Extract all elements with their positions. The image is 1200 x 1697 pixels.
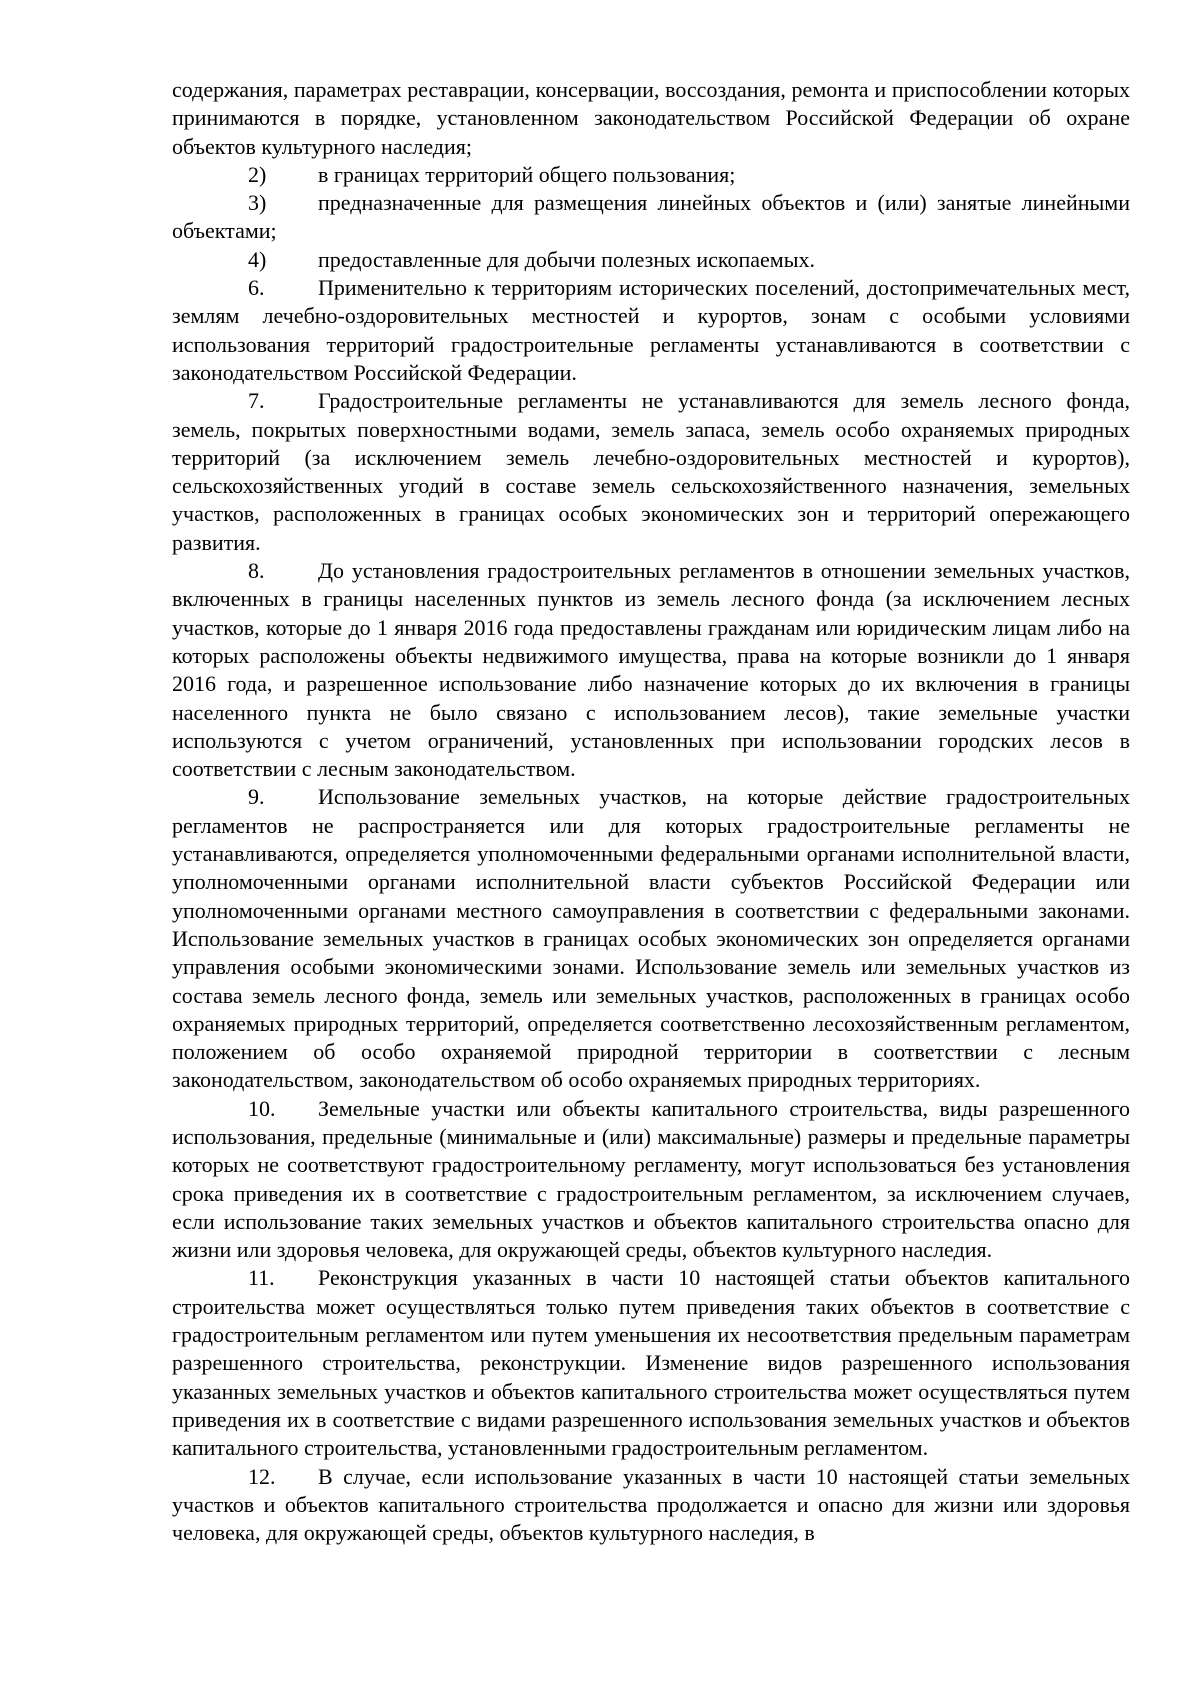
item-number: 4) bbox=[248, 246, 267, 272]
paragraph-number: 12. bbox=[248, 1463, 276, 1489]
paragraph-text: В случае, если использование указанных в части 10 настоящей статьи земельных участков и объектов капитального строительства продолжается и опасно для жизни или здоровья человека, для окружающей среды, объектов культурного наследия, в bbox=[172, 1463, 1130, 1546]
paragraph-text: До установления градостроительных регламентов в отношении земельных участков, включенных в границы населенных пунктов из земель лесного фонда (за исключением лесных участков, которые до 1 января 2016 года предоставлены гражданам или юридическим лицам либо на которых расположены объекты недвижимого имущества, права на которые возникли до 1 января 2016 года, и разрешенное использование либо назначение которых до их включения в границы населенного пункта не было связано с использованием лесов), такие земельные участки используются с учетом ограничений, установленных при использовании городских лесов в соответствии с лесным законодательством. bbox=[172, 558, 1130, 782]
paragraph-8 bbox=[172, 557, 1130, 783]
paragraph-text: Применительно к территориям исторических поселений, достопримечательных мест, землям лечебно-оздоровительных местностей и курортов, зонам с особыми условиями использования территорий градостроительные регламенты устанавливаются в соответствии с законодательством Российской Федерации. bbox=[172, 275, 1130, 385]
paragraph-number: 10. bbox=[248, 1095, 276, 1121]
paragraph-7 bbox=[172, 387, 1130, 557]
paragraph-number: 6. bbox=[248, 275, 265, 301]
intro-paragraph: содержания, параметрах реставрации, консервации, воссоздания, ремонта и приспособлении которых принимаются в порядке, установленном законодательством Российской Федерации об охране объектов культурного наследия; bbox=[172, 77, 1130, 159]
item-text: предназначенные для размещения линейных объектов и (или) занятые линейными объектами; bbox=[172, 190, 1130, 244]
item-number: 3) bbox=[248, 190, 267, 216]
list-item-4 bbox=[172, 246, 1130, 274]
paragraph-12 bbox=[172, 1463, 1130, 1548]
list-item-2 bbox=[172, 161, 1130, 189]
document-page bbox=[172, 76, 1130, 1547]
item-text: предоставленные для добычи полезных ископаемых. bbox=[318, 246, 815, 272]
paragraph-text: Земельные участки или объекты капитального строительства, виды разрешенного использования, предельные (минимальные и (или) максимальные) размеры и предельные параметры которых не соответствуют градостроительному регламенту, могут использоваться без установления срока приведения их в соответствие с градостроительным регламентом, за исключением случаев, если использование таких земельных участков и объектов капитального строительства опасно для жизни или здоровья человека, для окружающей среды, объектов культурного наследия. bbox=[172, 1095, 1130, 1263]
paragraph-number: 7. bbox=[248, 388, 265, 414]
paragraph-text: Использование земельных участков, на которые действие градостроительных регламентов не распространяется или для которых градостроительные регламенты не устанавливаются, определяется уполномоченными федеральными органами исполнительной власти, уполномоченными органами исполнительной власти субъектов Российской Федерации или уполномоченными органами местного самоуправления в соответствии с федеральными законами. Использование земельных участков в границах особых экономических зон определяется органами управления особыми экономическими зонами. Использование земель или земельных участков из состава земель лесного фонда, земель или земельных участков, расположенных в границах особо охраняемых природных территорий, определяется соответственно лесохозяйственным регламентом, положением об особо охраняемой природной территории в соответствии с лесным законодательством, законодательством об особо охраняемых природных территориях. bbox=[172, 784, 1130, 1093]
paragraph-6 bbox=[172, 274, 1130, 387]
item-number: 2) bbox=[248, 161, 267, 187]
paragraph-11 bbox=[172, 1264, 1130, 1462]
list-item-3 bbox=[172, 189, 1130, 246]
paragraph-text: Градостроительные регламенты не устанавливаются для земель лесного фонда, земель, покрытых поверхностными водами, земель запаса, земель особо охраняемых природных территорий (за исключением земель лечебно-оздоровительных местностей и курортов), сельскохозяйственных угодий в составе земель сельскохозяйственного назначения, земельных участков, расположенных в границах особых экономических зон и территорий опережающего развития. bbox=[172, 388, 1130, 555]
paragraph-10 bbox=[172, 1095, 1130, 1265]
paragraph-number: 8. bbox=[248, 558, 265, 584]
item-text: в границах территорий общего пользования; bbox=[318, 161, 736, 187]
paragraph-text: Реконструкция указанных в части 10 настоящей статьи объектов капитального строительства может осуществляться только путем приведения таких объектов в соответствие с градостроительным регламентом или путем уменьшения их несоответствия предельным параметрам разрешенного строительства, реконструкции. Изменение видов разрешенного использования указанных земельных участков и объектов капитального строительства может осуществляться путем приведения их в соответствие с видами разрешенного использования земельных участков и объектов капитального строительства, установленными градостроительным регламентом. bbox=[172, 1265, 1130, 1461]
paragraph-number: 11. bbox=[248, 1265, 275, 1291]
paragraph-number: 9. bbox=[248, 784, 265, 810]
paragraph-9 bbox=[172, 783, 1130, 1094]
